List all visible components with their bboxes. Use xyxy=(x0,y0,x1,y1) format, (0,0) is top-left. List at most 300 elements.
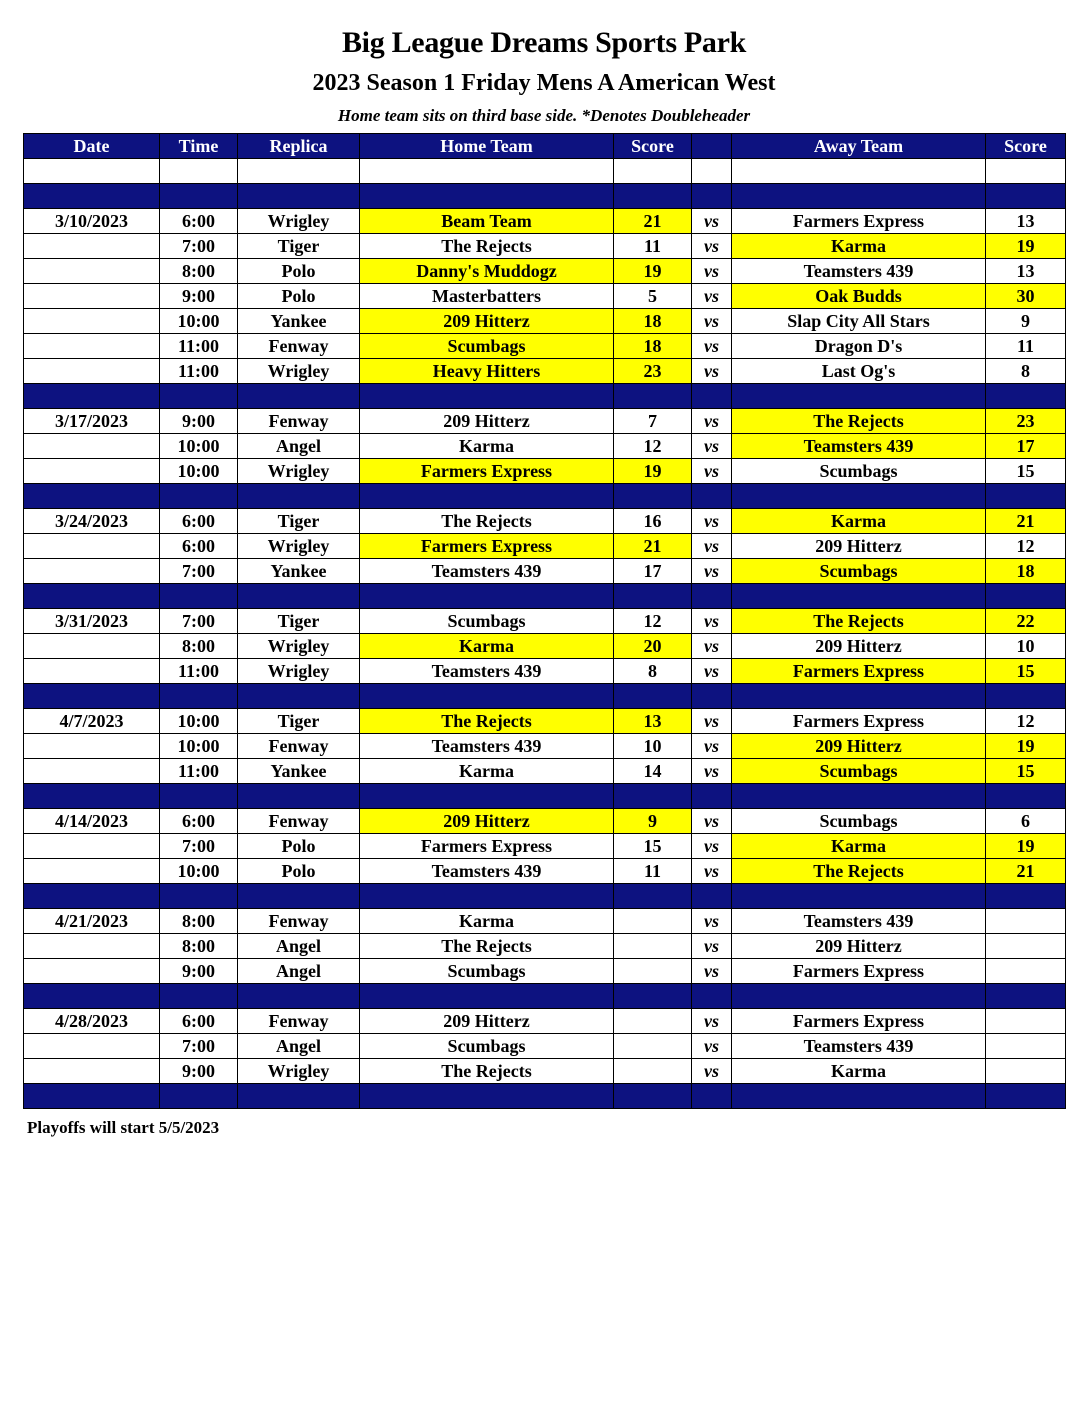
blank-row-cell xyxy=(614,159,692,184)
game-date xyxy=(24,834,160,859)
home-score: 11 xyxy=(614,859,692,884)
separator-row-cell xyxy=(614,784,692,809)
game-time: 6:00 xyxy=(160,1009,238,1034)
separator-row-cell xyxy=(360,684,614,709)
separator-row-cell xyxy=(614,584,692,609)
away-team: Farmers Express xyxy=(732,1009,986,1034)
away-team: 209 Hitterz xyxy=(732,934,986,959)
away-team: Farmers Express xyxy=(732,959,986,984)
home-score: 23 xyxy=(614,359,692,384)
away-score: 10 xyxy=(986,634,1066,659)
game-replica: Tiger xyxy=(238,509,360,534)
vs-label: vs xyxy=(692,259,732,284)
game-replica: Fenway xyxy=(238,909,360,934)
game-replica: Fenway xyxy=(238,409,360,434)
game-row xyxy=(24,334,1066,359)
header-home-score: Score xyxy=(614,134,692,159)
game-time: 7:00 xyxy=(160,559,238,584)
away-score xyxy=(986,1009,1066,1034)
home-score: 7 xyxy=(614,409,692,434)
schedule-table xyxy=(23,133,1066,1109)
game-date xyxy=(24,359,160,384)
separator-row-cell xyxy=(614,884,692,909)
game-row xyxy=(24,959,1066,984)
game-replica: Wrigley xyxy=(238,1059,360,1084)
away-team: Farmers Express xyxy=(732,659,986,684)
home-score: 8 xyxy=(614,659,692,684)
home-team: The Rejects xyxy=(360,1059,614,1084)
vs-label: vs xyxy=(692,284,732,309)
home-score: 21 xyxy=(614,534,692,559)
away-score: 23 xyxy=(986,409,1066,434)
home-score xyxy=(614,934,692,959)
away-team: Scumbags xyxy=(732,809,986,834)
away-score: 19 xyxy=(986,734,1066,759)
game-time: 11:00 xyxy=(160,759,238,784)
vs-label: vs xyxy=(692,309,732,334)
blank-row-cell xyxy=(986,159,1066,184)
game-row xyxy=(24,309,1066,334)
separator-row-cell xyxy=(238,984,360,1009)
separator-row xyxy=(24,484,1066,509)
separator-row-cell xyxy=(160,784,238,809)
game-date: 4/21/2023 xyxy=(24,909,160,934)
header-time: Time xyxy=(160,134,238,159)
away-score: 15 xyxy=(986,659,1066,684)
home-team: Karma xyxy=(360,759,614,784)
separator-row-cell xyxy=(986,384,1066,409)
separator-row-cell xyxy=(986,484,1066,509)
away-team: Karma xyxy=(732,509,986,534)
header-away-score: Score xyxy=(986,134,1066,159)
game-date: 4/7/2023 xyxy=(24,709,160,734)
home-team: 209 Hitterz xyxy=(360,309,614,334)
home-score xyxy=(614,1059,692,1084)
away-team: Teamsters 439 xyxy=(732,434,986,459)
separator-row-cell xyxy=(360,784,614,809)
home-score: 19 xyxy=(614,459,692,484)
game-date xyxy=(24,959,160,984)
game-time: 10:00 xyxy=(160,309,238,334)
away-team: The Rejects xyxy=(732,859,986,884)
game-date xyxy=(24,934,160,959)
vs-label: vs xyxy=(692,209,732,234)
header-home-team: Home Team xyxy=(360,134,614,159)
home-team: Teamsters 439 xyxy=(360,659,614,684)
game-replica: Polo xyxy=(238,284,360,309)
separator-row-cell xyxy=(360,884,614,909)
game-replica: Angel xyxy=(238,934,360,959)
separator-row-cell xyxy=(238,1084,360,1109)
vs-label: vs xyxy=(692,534,732,559)
game-replica: Yankee xyxy=(238,309,360,334)
away-team: The Rejects xyxy=(732,409,986,434)
game-row xyxy=(24,809,1066,834)
away-team: Karma xyxy=(732,1059,986,1084)
away-score xyxy=(986,1034,1066,1059)
separator-row-cell xyxy=(24,484,160,509)
vs-label: vs xyxy=(692,834,732,859)
home-score: 12 xyxy=(614,609,692,634)
separator-row-cell xyxy=(732,684,986,709)
game-date xyxy=(24,759,160,784)
home-team: Masterbatters xyxy=(360,284,614,309)
vs-label: vs xyxy=(692,659,732,684)
separator-row xyxy=(24,384,1066,409)
game-time: 8:00 xyxy=(160,934,238,959)
away-team: Scumbags xyxy=(732,559,986,584)
blank-row-cell xyxy=(732,159,986,184)
home-team: Teamsters 439 xyxy=(360,859,614,884)
home-team: The Rejects xyxy=(360,509,614,534)
away-team: Scumbags xyxy=(732,759,986,784)
separator-row-cell xyxy=(692,684,732,709)
game-time: 11:00 xyxy=(160,659,238,684)
separator-row-cell xyxy=(732,584,986,609)
separator-row-cell xyxy=(732,784,986,809)
separator-row-cell xyxy=(238,184,360,209)
game-time: 8:00 xyxy=(160,259,238,284)
away-team: 209 Hitterz xyxy=(732,634,986,659)
game-date xyxy=(24,859,160,884)
separator-row-cell xyxy=(360,584,614,609)
game-time: 6:00 xyxy=(160,509,238,534)
vs-label: vs xyxy=(692,734,732,759)
game-row xyxy=(24,609,1066,634)
game-replica: Fenway xyxy=(238,734,360,759)
game-replica: Tiger xyxy=(238,609,360,634)
game-date xyxy=(24,309,160,334)
separator-row-cell xyxy=(614,484,692,509)
away-score xyxy=(986,934,1066,959)
game-time: 6:00 xyxy=(160,809,238,834)
home-team: Scumbags xyxy=(360,609,614,634)
game-time: 9:00 xyxy=(160,284,238,309)
page-subtitle: 2023 Season 1 Friday Mens A American West xyxy=(312,70,776,96)
game-row xyxy=(24,534,1066,559)
separator-row-cell xyxy=(360,184,614,209)
away-score xyxy=(986,909,1066,934)
game-replica: Wrigley xyxy=(238,209,360,234)
separator-row-cell xyxy=(732,884,986,909)
blank-row-cell xyxy=(692,159,732,184)
separator-row-cell xyxy=(24,684,160,709)
home-score xyxy=(614,909,692,934)
game-row xyxy=(24,434,1066,459)
away-team: Dragon D's xyxy=(732,334,986,359)
home-team: Scumbags xyxy=(360,334,614,359)
game-time: 11:00 xyxy=(160,334,238,359)
game-replica: Yankee xyxy=(238,559,360,584)
schedule-note: Home team sits on third base side. *Denotes Doubleheader xyxy=(337,106,751,125)
game-row xyxy=(24,209,1066,234)
separator-row-cell xyxy=(692,1084,732,1109)
home-score: 14 xyxy=(614,759,692,784)
game-time: 11:00 xyxy=(160,359,238,384)
home-score xyxy=(614,1009,692,1034)
game-replica: Tiger xyxy=(238,234,360,259)
vs-label: vs xyxy=(692,234,732,259)
game-time: 9:00 xyxy=(160,409,238,434)
home-score: 16 xyxy=(614,509,692,534)
game-date xyxy=(24,534,160,559)
separator-row-cell xyxy=(614,1084,692,1109)
game-time: 8:00 xyxy=(160,909,238,934)
away-team: Last Og's xyxy=(732,359,986,384)
header-away-team: Away Team xyxy=(732,134,986,159)
game-row xyxy=(24,734,1066,759)
separator-row-cell xyxy=(986,584,1066,609)
game-row xyxy=(24,834,1066,859)
vs-label: vs xyxy=(692,934,732,959)
separator-row-cell xyxy=(238,784,360,809)
game-date: 3/17/2023 xyxy=(24,409,160,434)
separator-row xyxy=(24,984,1066,1009)
game-time: 9:00 xyxy=(160,959,238,984)
away-team: The Rejects xyxy=(732,609,986,634)
separator-row-cell xyxy=(160,384,238,409)
separator-row xyxy=(24,584,1066,609)
game-row xyxy=(24,1034,1066,1059)
blank-row-cell xyxy=(238,159,360,184)
game-row xyxy=(24,509,1066,534)
game-row xyxy=(24,459,1066,484)
home-team: Karma xyxy=(360,909,614,934)
vs-label: vs xyxy=(692,559,732,584)
separator-row xyxy=(24,784,1066,809)
away-team: Slap City All Stars xyxy=(732,309,986,334)
away-team: Farmers Express xyxy=(732,209,986,234)
separator-row-cell xyxy=(24,384,160,409)
separator-row-cell xyxy=(160,584,238,609)
header-date: Date xyxy=(24,134,160,159)
game-row xyxy=(24,909,1066,934)
separator-row-cell xyxy=(614,184,692,209)
game-time: 7:00 xyxy=(160,1034,238,1059)
home-score: 19 xyxy=(614,259,692,284)
blank-row-cell xyxy=(160,159,238,184)
game-row xyxy=(24,234,1066,259)
home-score: 17 xyxy=(614,559,692,584)
separator-row-cell xyxy=(614,984,692,1009)
game-row xyxy=(24,259,1066,284)
vs-label: vs xyxy=(692,809,732,834)
home-team: Danny's Muddogz xyxy=(360,259,614,284)
separator-row-cell xyxy=(360,984,614,1009)
header-row xyxy=(24,134,1066,159)
away-score xyxy=(986,959,1066,984)
separator-row-cell xyxy=(238,584,360,609)
away-score: 6 xyxy=(986,809,1066,834)
separator-row-cell xyxy=(24,784,160,809)
game-date: 3/31/2023 xyxy=(24,609,160,634)
game-replica: Wrigley xyxy=(238,359,360,384)
vs-label: vs xyxy=(692,359,732,384)
separator-row-cell xyxy=(614,684,692,709)
separator-row-cell xyxy=(614,384,692,409)
away-team: Karma xyxy=(732,834,986,859)
separator-row-cell xyxy=(238,884,360,909)
vs-label: vs xyxy=(692,959,732,984)
game-row xyxy=(24,759,1066,784)
home-team: Farmers Express xyxy=(360,834,614,859)
home-team: Teamsters 439 xyxy=(360,559,614,584)
separator-row-cell xyxy=(24,1084,160,1109)
separator-row-cell xyxy=(732,384,986,409)
separator-row-cell xyxy=(732,484,986,509)
game-date: 4/28/2023 xyxy=(24,1009,160,1034)
separator-row-cell xyxy=(986,684,1066,709)
game-time: 10:00 xyxy=(160,459,238,484)
away-team: Teamsters 439 xyxy=(732,259,986,284)
separator-row xyxy=(24,184,1066,209)
game-row xyxy=(24,934,1066,959)
away-score: 12 xyxy=(986,534,1066,559)
game-replica: Fenway xyxy=(238,334,360,359)
away-score: 17 xyxy=(986,434,1066,459)
home-team: The Rejects xyxy=(360,709,614,734)
vs-label: vs xyxy=(692,634,732,659)
separator-row-cell xyxy=(238,484,360,509)
vs-label: vs xyxy=(692,509,732,534)
header-replica: Replica xyxy=(238,134,360,159)
home-team: Karma xyxy=(360,634,614,659)
away-score: 12 xyxy=(986,709,1066,734)
separator-row-cell xyxy=(986,984,1066,1009)
separator-row-cell xyxy=(732,984,986,1009)
separator-row-cell xyxy=(160,984,238,1009)
home-team: Scumbags xyxy=(360,959,614,984)
game-time: 6:00 xyxy=(160,209,238,234)
game-replica: Wrigley xyxy=(238,534,360,559)
separator-row-cell xyxy=(732,184,986,209)
separator-row-cell xyxy=(360,1084,614,1109)
game-time: 7:00 xyxy=(160,834,238,859)
game-date xyxy=(24,334,160,359)
game-replica: Fenway xyxy=(238,1009,360,1034)
separator-row xyxy=(24,884,1066,909)
game-replica: Wrigley xyxy=(238,634,360,659)
home-team: Heavy Hitters xyxy=(360,359,614,384)
separator-row-cell xyxy=(238,384,360,409)
separator-row-cell xyxy=(160,1084,238,1109)
home-team: Farmers Express xyxy=(360,459,614,484)
game-date xyxy=(24,459,160,484)
game-replica: Fenway xyxy=(238,809,360,834)
separator-row-cell xyxy=(692,884,732,909)
home-score xyxy=(614,959,692,984)
vs-label: vs xyxy=(692,434,732,459)
game-row xyxy=(24,709,1066,734)
game-date xyxy=(24,259,160,284)
blank-row-cell xyxy=(360,159,614,184)
home-team: The Rejects xyxy=(360,234,614,259)
away-score: 19 xyxy=(986,234,1066,259)
game-row xyxy=(24,284,1066,309)
game-time: 10:00 xyxy=(160,709,238,734)
separator-row-cell xyxy=(360,484,614,509)
away-score: 30 xyxy=(986,284,1066,309)
game-time: 6:00 xyxy=(160,534,238,559)
game-replica: Angel xyxy=(238,1034,360,1059)
away-score: 19 xyxy=(986,834,1066,859)
vs-label: vs xyxy=(692,709,732,734)
game-date: 3/24/2023 xyxy=(24,509,160,534)
game-replica: Angel xyxy=(238,959,360,984)
home-score: 11 xyxy=(614,234,692,259)
home-score: 20 xyxy=(614,634,692,659)
separator-row-cell xyxy=(692,584,732,609)
home-score: 21 xyxy=(614,209,692,234)
separator-row-cell xyxy=(692,184,732,209)
separator-row-cell xyxy=(732,1084,986,1109)
separator-row-cell xyxy=(160,484,238,509)
home-score: 12 xyxy=(614,434,692,459)
away-team: 209 Hitterz xyxy=(732,534,986,559)
game-replica: Wrigley xyxy=(238,659,360,684)
game-date xyxy=(24,1034,160,1059)
home-team: Karma xyxy=(360,434,614,459)
vs-label: vs xyxy=(692,859,732,884)
away-team: Teamsters 439 xyxy=(732,1034,986,1059)
away-score: 21 xyxy=(986,859,1066,884)
game-date xyxy=(24,634,160,659)
separator-row-cell xyxy=(160,684,238,709)
home-team: Beam Team xyxy=(360,209,614,234)
separator-row-cell xyxy=(692,784,732,809)
game-row xyxy=(24,634,1066,659)
away-score: 13 xyxy=(986,209,1066,234)
game-row xyxy=(24,359,1066,384)
vs-label: vs xyxy=(692,459,732,484)
game-replica: Yankee xyxy=(238,759,360,784)
vs-label: vs xyxy=(692,909,732,934)
game-date xyxy=(24,659,160,684)
away-score: 11 xyxy=(986,334,1066,359)
separator-row-cell xyxy=(360,384,614,409)
home-score: 18 xyxy=(614,334,692,359)
home-score xyxy=(614,1034,692,1059)
separator-row-cell xyxy=(692,384,732,409)
vs-label: vs xyxy=(692,1059,732,1084)
schedule-body xyxy=(24,159,1066,1109)
game-time: 10:00 xyxy=(160,859,238,884)
away-score xyxy=(986,1059,1066,1084)
separator-row-cell xyxy=(692,984,732,1009)
game-row xyxy=(24,659,1066,684)
game-row xyxy=(24,409,1066,434)
away-team: 209 Hitterz xyxy=(732,734,986,759)
game-row xyxy=(24,1059,1066,1084)
home-team: Farmers Express xyxy=(360,534,614,559)
separator-row-cell xyxy=(24,984,160,1009)
vs-label: vs xyxy=(692,1009,732,1034)
game-row xyxy=(24,559,1066,584)
vs-label: vs xyxy=(692,1034,732,1059)
home-team: 209 Hitterz xyxy=(360,809,614,834)
away-score: 21 xyxy=(986,509,1066,534)
blank-row-cell xyxy=(24,159,160,184)
separator-row-cell xyxy=(986,1084,1066,1109)
game-time: 7:00 xyxy=(160,609,238,634)
game-time: 8:00 xyxy=(160,634,238,659)
away-team: Karma xyxy=(732,234,986,259)
away-score: 13 xyxy=(986,259,1066,284)
game-replica: Angel xyxy=(238,434,360,459)
game-time: 10:00 xyxy=(160,434,238,459)
separator-row-cell xyxy=(986,184,1066,209)
vs-label: vs xyxy=(692,609,732,634)
